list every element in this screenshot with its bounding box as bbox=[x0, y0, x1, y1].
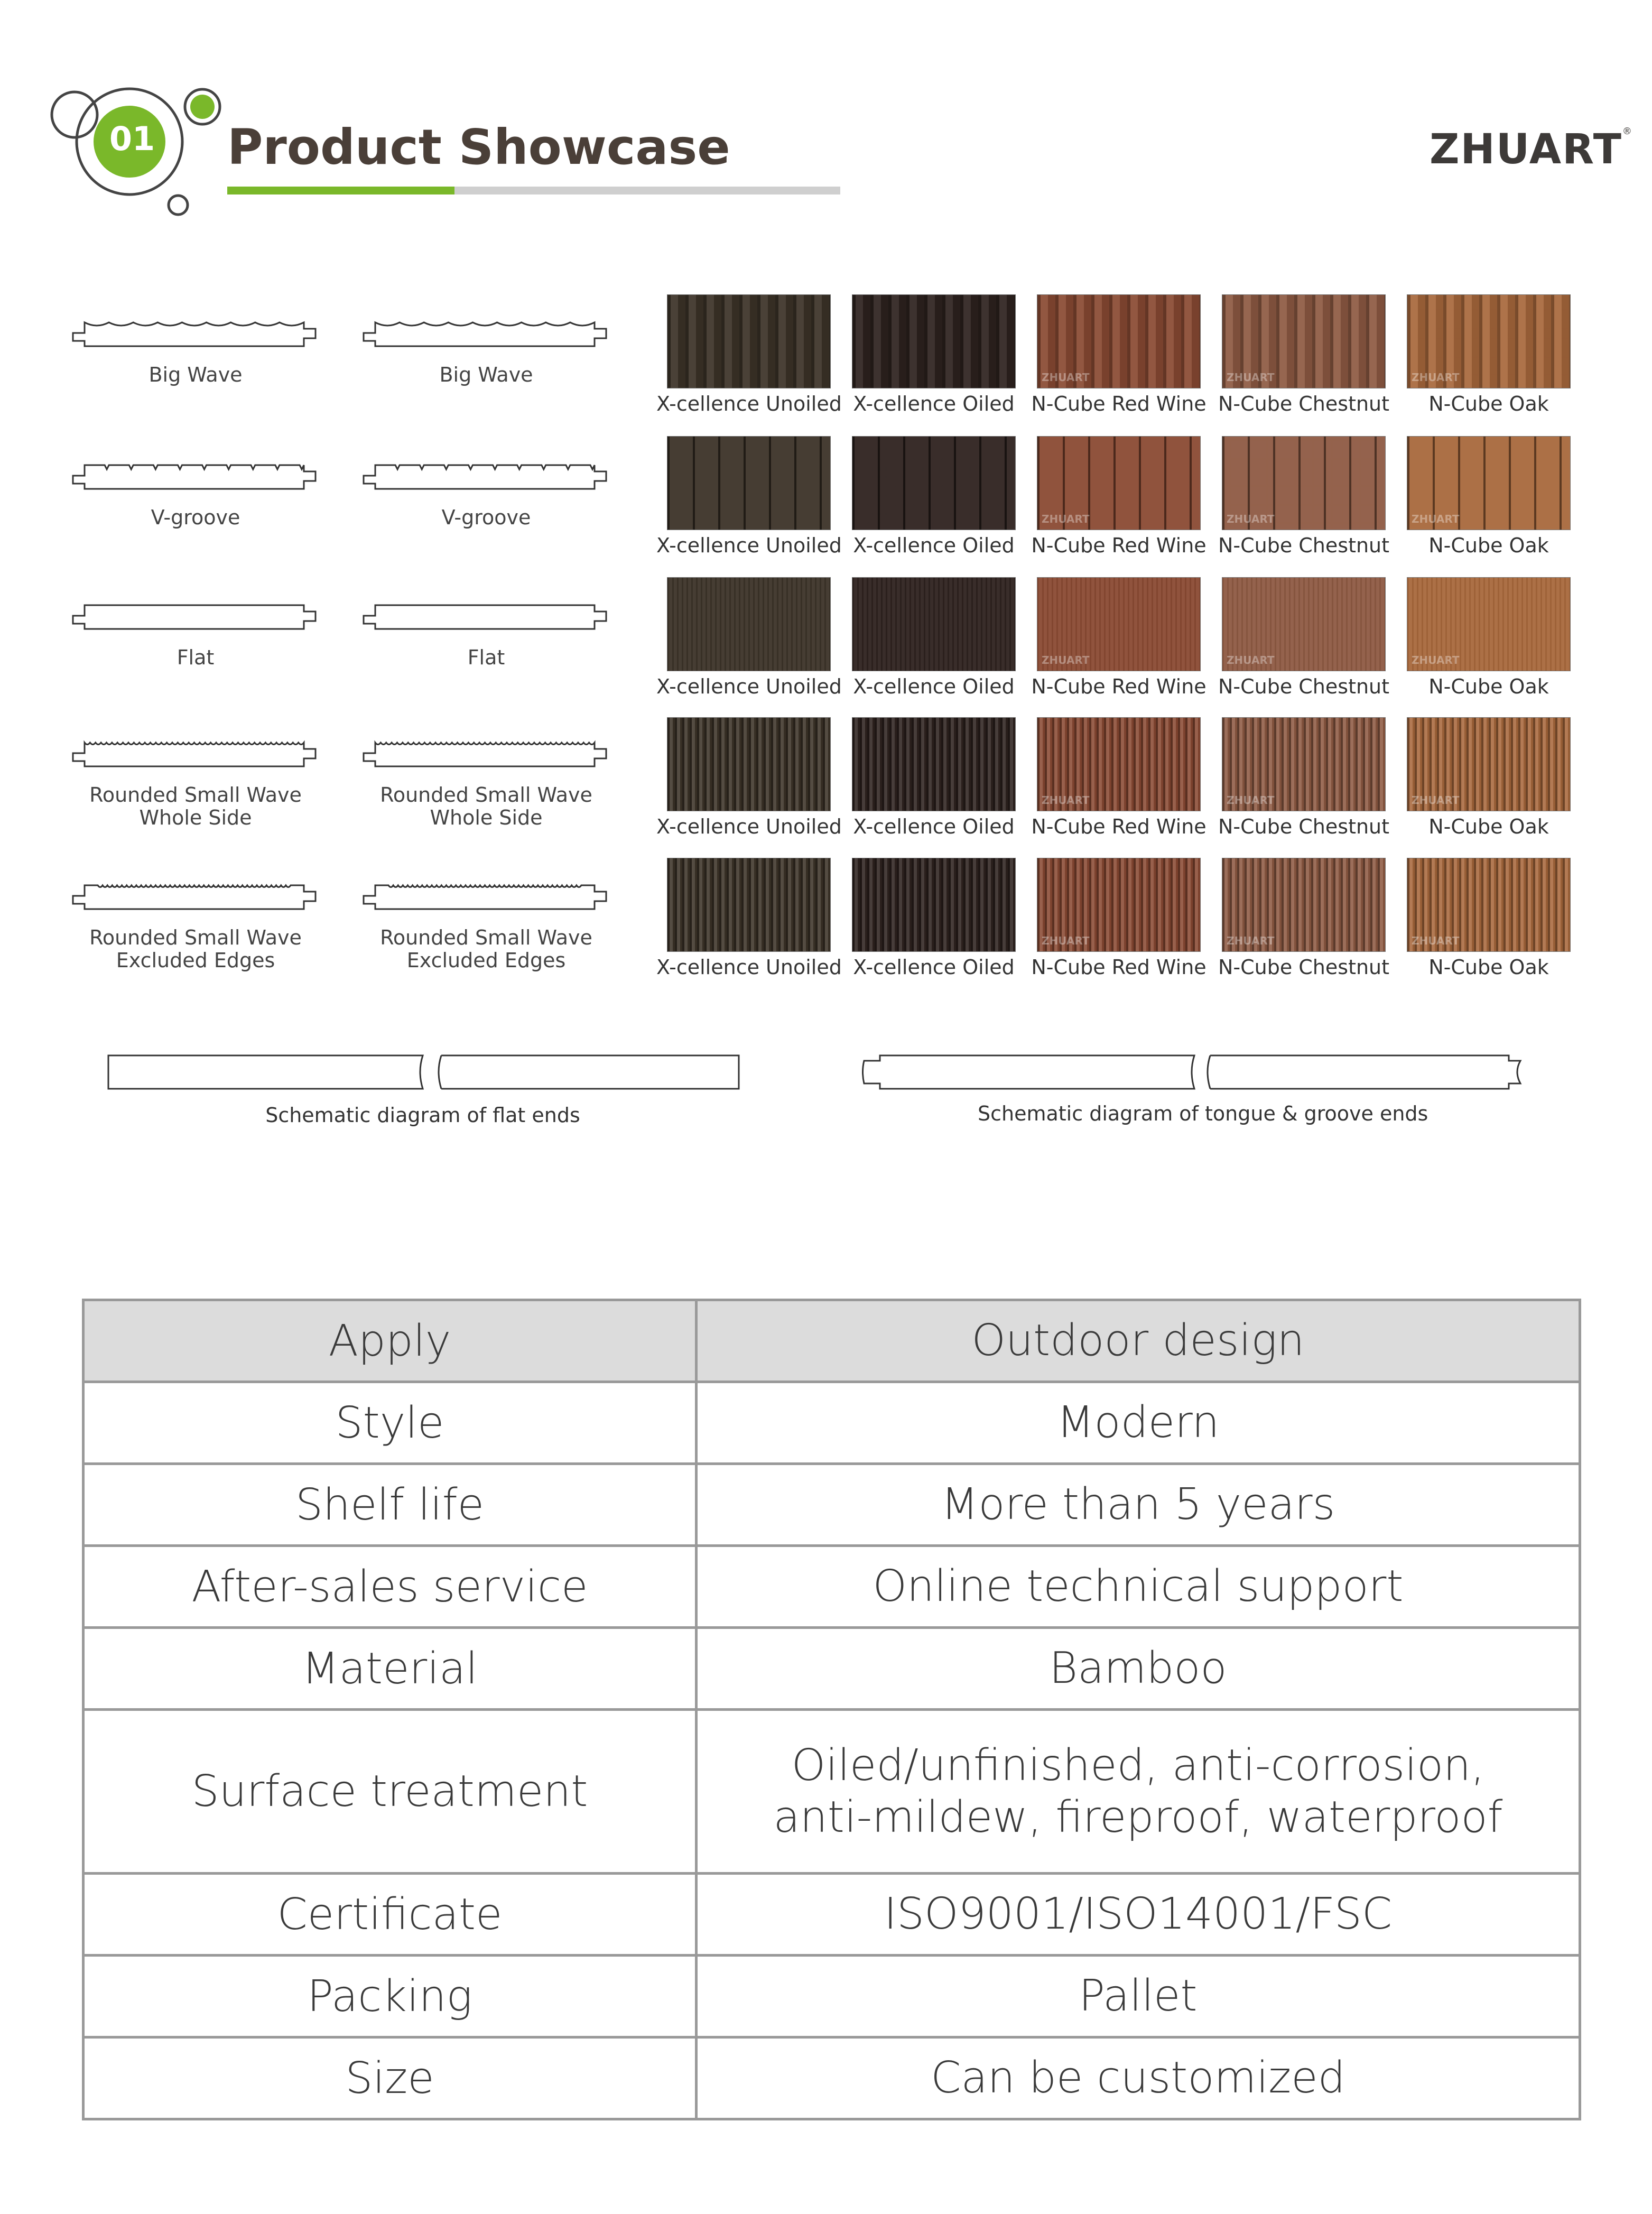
swatch-label: N-Cube Oak bbox=[1428, 534, 1549, 557]
swatch-fine-wave bbox=[1037, 858, 1201, 952]
swatch-label: N-Cube Red Wine bbox=[1031, 956, 1206, 979]
swatch-label: X-cellence Unoiled bbox=[656, 675, 842, 698]
swatch-v-groove bbox=[1222, 436, 1386, 530]
profile-shape-flat bbox=[69, 600, 322, 637]
swatch-fine-wave bbox=[1222, 858, 1386, 952]
swatch-watermark: ZHUART bbox=[1227, 934, 1275, 947]
swatch-label: X-cellence Unoiled bbox=[656, 392, 842, 415]
swatch-v-groove bbox=[1037, 436, 1201, 530]
spec-row bbox=[83, 1300, 1580, 1382]
spec-value: Pallet bbox=[697, 1956, 1580, 2037]
spec-value: Online technical support bbox=[697, 1546, 1580, 1628]
profile-label: Flat bbox=[177, 646, 215, 669]
swatch-flat bbox=[1037, 577, 1201, 671]
profile-shape-v-groove bbox=[69, 460, 322, 497]
spec-value: Outdoor design bbox=[697, 1300, 1580, 1382]
swatch-label: N-Cube Chestnut bbox=[1218, 675, 1390, 698]
spec-row bbox=[83, 1546, 1580, 1628]
profile-label: Rounded Small Wave Excluded Edges bbox=[380, 926, 592, 972]
swatch-label: N-Cube Oak bbox=[1428, 956, 1549, 979]
spec-row bbox=[83, 1464, 1580, 1546]
swatch-watermark: ZHUART bbox=[1227, 513, 1275, 525]
spec-value: Modern bbox=[697, 1382, 1580, 1464]
swatch-watermark: ZHUART bbox=[1412, 371, 1460, 384]
swatch-label: X-cellence Unoiled bbox=[656, 956, 842, 979]
profile-label: Rounded Small Wave Excluded Edges bbox=[89, 926, 302, 972]
swatch-label: N-Cube Chestnut bbox=[1218, 392, 1390, 415]
swatch-label: N-Cube Oak bbox=[1428, 815, 1549, 838]
profile-label: Big Wave bbox=[439, 363, 533, 386]
spec-label: Shelf life bbox=[83, 1464, 697, 1546]
swatch-fine-wave bbox=[1222, 717, 1386, 811]
profile-shape-small-wave-excl bbox=[69, 880, 322, 917]
spec-label: Packing bbox=[83, 1956, 697, 2037]
spec-row bbox=[83, 1874, 1580, 1956]
swatch-label: N-Cube Red Wine bbox=[1031, 815, 1206, 838]
profile-shape-big-wave bbox=[359, 317, 613, 354]
profile-shape-flat bbox=[359, 600, 613, 637]
profile-label: Rounded Small Wave Whole Side bbox=[89, 783, 302, 829]
swatch-fine-wave bbox=[1407, 717, 1571, 811]
swatch-watermark: ZHUART bbox=[1042, 654, 1090, 666]
tongue-groove-diagram bbox=[859, 1049, 1530, 1097]
spec-label: Style bbox=[83, 1382, 697, 1464]
swatch-label: X-cellence Oiled bbox=[853, 392, 1015, 415]
profile-shape-small-wave bbox=[69, 737, 322, 774]
spec-value: Can be customized bbox=[697, 2037, 1580, 2119]
swatch-watermark: ZHUART bbox=[1227, 794, 1275, 807]
spec-value: Bamboo bbox=[697, 1628, 1580, 1710]
swatch-wide-wave bbox=[667, 294, 831, 388]
spec-value: More than 5 years bbox=[697, 1464, 1580, 1546]
swatch-fine-wave bbox=[852, 717, 1016, 811]
swatch-label: X-cellence Oiled bbox=[853, 675, 1015, 698]
profile-shape-small-wave bbox=[359, 737, 613, 774]
swatch-label: N-Cube Red Wine bbox=[1031, 534, 1206, 557]
swatch-watermark: ZHUART bbox=[1412, 794, 1460, 807]
swatch-wide-wave bbox=[1037, 294, 1201, 388]
swatch-label: N-Cube Oak bbox=[1428, 675, 1549, 698]
spec-row bbox=[83, 1628, 1580, 1710]
swatch-wide-wave bbox=[852, 294, 1016, 388]
spec-value: Oiled/unfinished, anti-corrosion, anti-mildew, fireproof, waterproof bbox=[697, 1710, 1580, 1874]
swatch-label: N-Cube Chestnut bbox=[1218, 534, 1390, 557]
page-title: Product Showcase bbox=[227, 119, 730, 175]
swatch-label: X-cellence Unoiled bbox=[656, 815, 842, 838]
spec-label: Apply bbox=[83, 1300, 697, 1382]
swatch-v-groove bbox=[1407, 436, 1571, 530]
title-underline-accent bbox=[227, 187, 454, 194]
swatch-label: X-cellence Oiled bbox=[853, 956, 1015, 979]
spec-label: Surface treatment bbox=[83, 1710, 697, 1874]
spec-row bbox=[83, 1710, 1580, 1874]
spec-label: Material bbox=[83, 1628, 697, 1710]
swatch-label: N-Cube Oak bbox=[1428, 392, 1549, 415]
profile-label: V-groove bbox=[151, 506, 240, 529]
spec-table bbox=[82, 1299, 1581, 2120]
swatch-flat bbox=[852, 577, 1016, 671]
swatch-watermark: ZHUART bbox=[1042, 371, 1090, 384]
swatch-watermark: ZHUART bbox=[1412, 934, 1460, 947]
swatch-label: N-Cube Red Wine bbox=[1031, 675, 1206, 698]
spec-label: Size bbox=[83, 2037, 697, 2119]
swatch-fine-wave bbox=[1037, 717, 1201, 811]
spec-row bbox=[83, 1382, 1580, 1464]
swatch-label: N-Cube Chestnut bbox=[1218, 956, 1390, 979]
brand-logo: ZHUART® bbox=[1430, 126, 1633, 173]
swatch-fine-wave bbox=[1407, 858, 1571, 952]
swatch-label: X-cellence Unoiled bbox=[656, 534, 842, 557]
swatch-v-groove bbox=[667, 436, 831, 530]
swatch-flat bbox=[1222, 577, 1386, 671]
swatch-wide-wave bbox=[1407, 294, 1571, 388]
flat-ends-label: Schematic diagram of flat ends bbox=[265, 1104, 580, 1127]
swatch-watermark: ZHUART bbox=[1042, 794, 1090, 807]
swatch-label: N-Cube Red Wine bbox=[1031, 392, 1206, 415]
swatch-watermark: ZHUART bbox=[1412, 513, 1460, 525]
section-number: 01 bbox=[109, 119, 155, 158]
profile-label: Rounded Small Wave Whole Side bbox=[380, 783, 592, 829]
swatch-fine-wave bbox=[852, 858, 1016, 952]
swatch-watermark: ZHUART bbox=[1227, 654, 1275, 666]
spec-label: Certificate bbox=[83, 1874, 697, 1956]
swatch-fine-wave bbox=[667, 858, 831, 952]
spec-label: After-sales service bbox=[83, 1546, 697, 1628]
profile-shape-small-wave-excl bbox=[359, 880, 613, 917]
swatch-wide-wave bbox=[1222, 294, 1386, 388]
profile-label: V-groove bbox=[441, 506, 531, 529]
swatch-watermark: ZHUART bbox=[1042, 513, 1090, 525]
swatch-flat bbox=[667, 577, 831, 671]
swatch-label: X-cellence Oiled bbox=[853, 534, 1015, 557]
profile-label: Big Wave bbox=[149, 363, 243, 386]
flat-ends-diagram bbox=[103, 1049, 748, 1097]
swatch-watermark: ZHUART bbox=[1412, 654, 1460, 666]
swatch-label: N-Cube Chestnut bbox=[1218, 815, 1390, 838]
spec-row bbox=[83, 1956, 1580, 2037]
tongue-groove-label: Schematic diagram of tongue & groove ends bbox=[978, 1102, 1428, 1125]
swatch-fine-wave bbox=[667, 717, 831, 811]
profile-shape-v-groove bbox=[359, 460, 613, 497]
swatch-watermark: ZHUART bbox=[1227, 371, 1275, 384]
profile-shape-big-wave bbox=[69, 317, 322, 354]
swatch-flat bbox=[1407, 577, 1571, 671]
profile-label: Flat bbox=[467, 646, 505, 669]
spec-value: ISO9001/ISO14001/FSC bbox=[697, 1874, 1580, 1956]
swatch-label: X-cellence Oiled bbox=[853, 815, 1015, 838]
spec-row bbox=[83, 2037, 1580, 2119]
swatch-v-groove bbox=[852, 436, 1016, 530]
swatch-watermark: ZHUART bbox=[1042, 934, 1090, 947]
